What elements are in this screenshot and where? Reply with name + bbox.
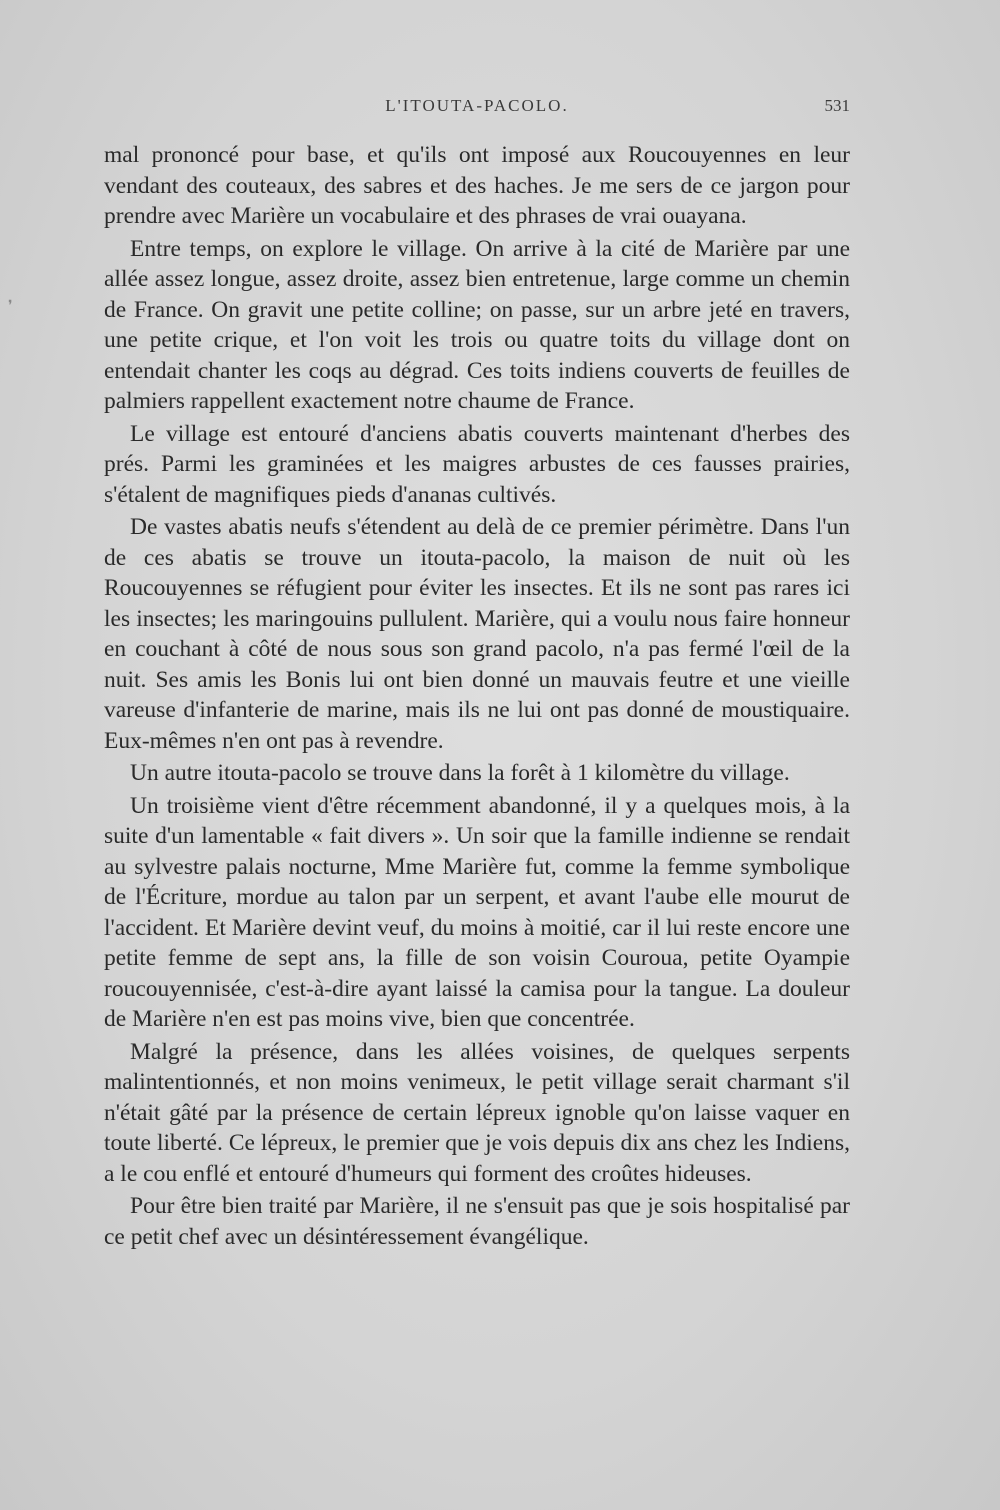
- page-number: 531: [824, 96, 850, 115]
- page-header: [104, 96, 850, 126]
- paragraph: Entre temps, on explore le village. On arrive à la cité de Marière par une allée assez longue, assez droite, assez bien entretenue, large comme un chemin de France. On gravit une petite colline; on passe, sur un arbre jeté en travers, une petite crique, et l'on voit les trois ou quatre toits du village dont on entendait chanter les coqs au dégrad. Ces toits indiens couverts de feuilles de palmiers rappellent exactement notre chaume de France.: [104, 235, 850, 414]
- paragraph: Pour être bien traité par Marière, il ne s'ensuit pas que je sois hospitalisé par ce petit chef avec un désintéressement évangélique.: [104, 1193, 850, 1250]
- margin-speck: ❜: [8, 299, 13, 314]
- body-text: [104, 140, 850, 1254]
- paragraph: De vastes abatis neufs s'étendent au delà de ce premier périmètre. Dans l'un de ces abatis se trouve un itouta-pacolo, la maison de nuit où les Roucouyennes se réfugient pour éviter les insectes. Et ils ne sont pas rares ici les insectes; les maringouins pullulent. Marière, qui a voulu nous faire honneur en couchant à côté de nous sous son grand pacolo, n'a pas fermé l'œil de la nuit. Ses amis les Bonis lui ont bien donné un mauvais feutre et une vieille vareuse d'infanterie de marine, mais ils ne lui ont pas donné de moustiquaire. Eux-mêmes n'en ont pas à revendre.: [104, 514, 850, 754]
- paragraph: mal prononcé pour base, et qu'ils ont imposé aux Roucouyennes en leur vendant des couteaux, des sabres et des haches. Je me sers de ce jargon pour prendre avec Marière un vocabulaire et des phrases de vrai ouayana.: [104, 142, 850, 229]
- running-title: L'ITOUTA-PACOLO.: [385, 96, 569, 115]
- paragraph: Un autre itouta-pacolo se trouve dans la forêt à 1 kilomètre du village.: [130, 760, 790, 786]
- paragraph: Malgré la présence, dans les allées voisines, de quelques serpents malintentionnés, et non moins venimeux, le petit village serait charmant s'il n'était gâté par la présence de certain lépreux ignoble qu'on laisse vaquer en toute liberté. Ce lépreux, le premier que je vois depuis dix ans chez les Indiens, a le cou enflé et entouré d'humeurs qui forment des croûtes hideuses.: [104, 1038, 850, 1187]
- paragraph: Un troisième vient d'être récemment abandonné, il y a quelques mois, à la suite d'un lamentable « fait divers ». Un soir que la famille indienne se rendait au sylvestre palais nocturne, Mme Marière fut, comme la femme symbolique de l'Écriture, mordue au talon par un serpent, et avant l'aube elle mourut de l'accident. Et Marière devint veuf, du moins à moitié, car il lui reste encore une petite femme de sept ans, la fille de son voisin Couroua, petite Oyampie roucouyennisée, c'est-à-dire ayant laissé la camisa pour la tangue. La douleur de Marière n'en est pas moins vive, bien que concentrée.: [104, 792, 850, 1032]
- paragraph: Le village est entouré d'anciens abatis couverts maintenant d'herbes des prés. Parmi les graminées et les maigres arbustes de ces fausses prairies, s'étalent de magnifiques pieds d'ananas cultivés.: [104, 420, 850, 508]
